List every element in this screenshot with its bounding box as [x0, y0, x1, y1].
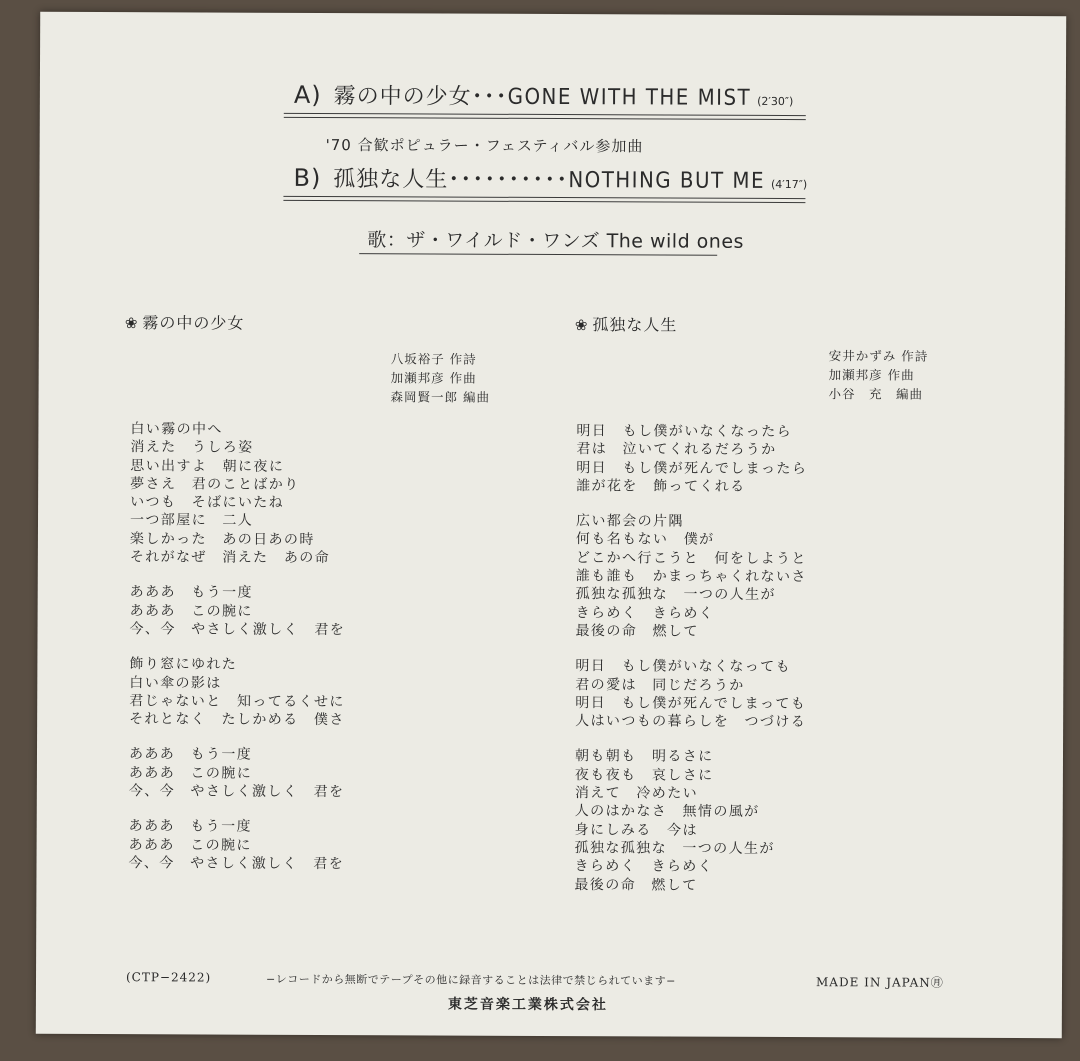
lyric-line: どこかへ行こうと 何をしようと	[575, 549, 807, 567]
track-b-title-en: NOTHING BUT ME	[568, 168, 766, 194]
lyric-line: あああ この腕に	[129, 602, 253, 620]
track-a-title-ja: 霧の中の少女･･･	[333, 84, 508, 110]
song-a-composer: 加瀬邦彦 作曲	[390, 370, 477, 386]
song-a-arranger: 森岡賢一郎 編曲	[390, 389, 491, 405]
lyric-line: 消えた うしろ姿	[130, 439, 254, 456]
copyright-notice: −レコードから無断でテープその他に録音することは法律で禁じられています−	[265, 972, 676, 988]
catalog-number: (CTP−2422)	[125, 970, 212, 985]
lyric-line: 君の愛は 同じだろうか	[575, 676, 745, 694]
flower-icon: ❀	[124, 314, 139, 333]
lyric-line: 今、今 やさしく激しく 君を	[128, 783, 345, 801]
lyric-line: 孤独な孤独な 一つの人生が	[574, 840, 775, 857]
lyric-line: それがなぜ 消えた あの命	[129, 549, 331, 567]
track-a-duration: (2′30″)	[757, 94, 794, 109]
track-a-letter: A)	[293, 80, 322, 109]
song-b-arranger: 小谷 充 編曲	[828, 386, 924, 402]
track-a-rule-2	[284, 117, 806, 120]
lyric-line: 誰が花を 飾ってくれる	[576, 478, 746, 495]
lyric-line: 孤独な孤独な 一つの人生が	[575, 586, 776, 604]
made-in-japan: MADE IN JAPAN㊊	[815, 975, 944, 990]
flower-icon: ❀	[574, 316, 589, 335]
lyric-line: 誰も誰も かまっちゃくれないさ	[575, 568, 807, 586]
lyric-line: あああ この腕に	[128, 764, 253, 782]
lyric-line: 一つ部屋に 二人	[129, 512, 254, 530]
lyric-line: 白い傘の影は	[129, 674, 222, 692]
lyric-line: 人のはかなさ 無情の風が	[574, 803, 760, 821]
lyric-line: あああ もう一度	[129, 584, 253, 602]
song-b-heading	[575, 312, 678, 335]
song-b-composer: 加瀬邦彦 作曲	[828, 367, 915, 383]
lyric-line: あああ もう一度	[128, 818, 252, 836]
lyric-line: いつも そばにいたね	[130, 494, 285, 512]
singer-credit: 歌：ザ・ワイルド・ワンズ The wild ones	[367, 229, 745, 253]
lyric-line: 身にしみる 今は	[574, 821, 698, 839]
lyric-line: 明日 もし僕が死んでしまったら	[576, 459, 808, 477]
song-b-title: 孤独な人生	[592, 315, 678, 335]
song-b-lyricist: 安井かずみ 作詩	[828, 348, 929, 364]
lyric-line: 夢さえ 君のことばかり	[130, 476, 300, 493]
track-b-title	[293, 162, 807, 195]
lyric-line: 消えて 冷めたい	[574, 785, 699, 802]
lyric-line: 白い霧の中へ	[130, 421, 223, 438]
lyric-line: 今、今 やさしく激しく 君を	[129, 621, 346, 639]
lyric-line: 朝も朝も 明るさに	[574, 748, 714, 766]
track-b-rule-1	[283, 196, 805, 199]
lyric-line: あああ この腕に	[128, 836, 252, 854]
track-b-rule-2	[283, 200, 805, 203]
track-b-duration: (4′17″)	[770, 177, 808, 192]
lyric-line: 明日 もし僕が死んでしまっても	[575, 694, 807, 712]
lyric-line: 思い出すよ 朝に夜に	[130, 457, 285, 475]
track-a-title	[294, 79, 794, 112]
lyric-line: きらめく きらめく	[574, 858, 714, 875]
lyric-line: 明日 もし僕がいなくなっても	[575, 658, 792, 676]
lyric-line: 広い都会の片隅	[575, 513, 684, 530]
lyric-line: 楽しかった あの日あの時	[129, 530, 315, 548]
lyric-line: 明日 もし僕がいなくなったら	[576, 423, 793, 441]
song-a-credits	[391, 349, 491, 406]
lyric-line: 君は 泣いてくれるだろうか	[576, 441, 777, 459]
song-b-lyrics	[574, 422, 807, 895]
lyric-line: あああ もう一度	[128, 746, 253, 764]
track-b-letter: B)	[293, 163, 322, 192]
song-a-lyrics	[128, 420, 346, 873]
lyric-line: 君じゃないと 知ってるくせに	[129, 693, 345, 710]
song-a-heading	[125, 310, 245, 334]
lyric-line: 何も名もない 僕が	[575, 531, 715, 549]
track-b-title-ja: 孤独な人生･･････････	[333, 167, 569, 194]
song-a-title: 霧の中の少女	[142, 313, 245, 333]
track-a-rule-1	[284, 113, 806, 116]
lyric-line: 人はいつもの暮らしを つづける	[575, 713, 807, 731]
festival-note: '70 合歓ポピュラー・フェスティバル参加曲	[325, 136, 644, 156]
song-b-credits	[829, 346, 929, 403]
track-a-title-en: GONE WITH THE MIST	[507, 84, 752, 111]
singer-rule	[359, 253, 717, 256]
lyric-sheet	[36, 12, 1066, 1038]
lyric-line: きらめく きらめく	[575, 604, 715, 622]
lyric-line: 最後の命 燃して	[574, 876, 698, 894]
lyric-line: 今、今 やさしく激しく 君を	[128, 855, 345, 873]
lyric-line: 夜も夜も 哀しさに	[574, 766, 714, 784]
lyric-line: 最後の命 燃して	[575, 623, 699, 640]
song-a-lyricist: 八坂裕子 作詩	[390, 351, 477, 367]
lyric-line: 飾り窓にゆれた	[129, 656, 238, 673]
lyric-line: それとなく たしかめる 僕さ	[129, 711, 345, 729]
company-name: 東芝音楽工業株式会社	[447, 996, 608, 1014]
